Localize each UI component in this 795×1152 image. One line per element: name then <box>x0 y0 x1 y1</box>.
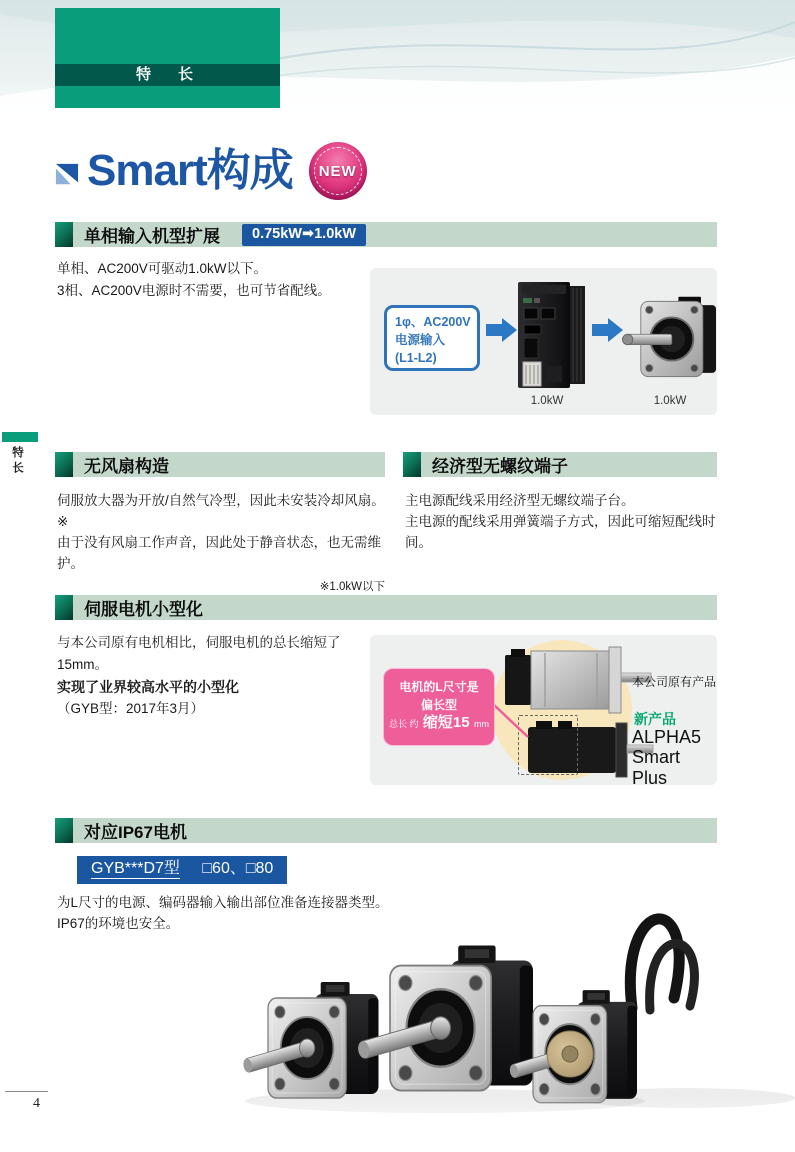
arrow-right-icon <box>486 324 502 336</box>
section-fanless-title: 无风扇构造 <box>84 457 169 476</box>
body-line: 与本公司原有电机相比，伺服电机的总长缩短了 <box>57 635 341 650</box>
footnote: ※1.0kW以下 <box>319 581 385 593</box>
body-line: 15mm。 <box>57 657 109 672</box>
body-line: （GYB型：2017年3月） <box>57 701 205 716</box>
callout-line: 偏长型 <box>420 698 457 712</box>
product-name-line2: Smart Plus <box>632 747 681 788</box>
section-ip67-header <box>55 818 717 843</box>
section-screwless-body <box>405 490 719 553</box>
section-fanless-body <box>57 490 387 598</box>
power-input-callout <box>384 305 480 371</box>
model-sizes: □60、□80 <box>202 860 274 877</box>
section-single-phase-body <box>57 258 331 302</box>
callout-line: 电机的L尺寸是 <box>399 680 479 694</box>
body-line: 主电源的配线采用弹簧端子方式，因此可缩短配线时 <box>405 514 716 529</box>
new-badge-label: NEW <box>318 162 357 180</box>
body-line: 3相、AC200V电源时不需要，也可节省配线。 <box>57 283 331 298</box>
single-phase-figure <box>370 268 717 415</box>
callout-line: (L1-L2) <box>395 351 437 365</box>
callout-line: 1φ、AC200V <box>395 315 471 329</box>
side-tab-bar <box>2 432 38 442</box>
body-line: 由于没有风扇工作声音，因此处于静音状态，也无需维 <box>57 535 381 550</box>
page-title-row <box>55 140 367 202</box>
body-line: 护。 <box>57 556 84 571</box>
body-line: 单相、AC200V可驱动1.0kW以下。 <box>57 261 268 276</box>
callout-line <box>384 714 494 733</box>
servo-amplifier-image <box>516 278 588 392</box>
callout-small-text: 总长 约 <box>388 719 419 729</box>
body-line: IP67的环境也安全。 <box>57 916 180 931</box>
section-mini-header <box>55 595 717 620</box>
section-single-phase-title: 单相输入机型扩展 <box>84 227 220 246</box>
callout-small-text: mm <box>474 719 490 729</box>
callout-line: 电源输入 <box>395 333 446 347</box>
kw-range-badge: 0.75kW➡1.0kW <box>242 224 366 246</box>
section-screwless-header <box>403 452 717 477</box>
features-tab-block <box>55 8 280 108</box>
callout-connector-line <box>488 693 536 745</box>
section-single-phase-header <box>55 222 717 247</box>
side-tab-label: 特长 <box>11 446 23 477</box>
body-line: 间。 <box>405 535 432 550</box>
footer-rule <box>5 1091 48 1092</box>
body-line-bold: 实现了业界较高水平的小型化 <box>57 679 239 695</box>
motor-power-label: 1.0kW <box>653 395 687 407</box>
section-ip67-title: 对应IP67电机 <box>84 823 187 842</box>
product-name-line1: ALPHA5 <box>632 727 702 747</box>
ip67-motors-photo <box>230 858 795 1152</box>
section-mini-body <box>57 632 367 720</box>
section-fanless-header <box>55 452 385 477</box>
model-number: GYB***D7型 <box>91 860 180 877</box>
new-badge <box>309 142 367 200</box>
section-mini-title: 伺服电机小型化 <box>84 600 203 619</box>
callout-big-text: 缩短15 <box>422 714 470 731</box>
new-product-tag: 新产品 <box>634 711 676 727</box>
body-line: 主电源配线采用经济型无螺纹端子台。 <box>405 493 635 508</box>
page-title: Smart构成 <box>87 146 293 195</box>
section-screwless-title: 经济型无螺纹端子 <box>432 457 568 476</box>
top-banner <box>0 0 795 120</box>
blue-flag-icon <box>55 163 79 187</box>
motor-length-callout <box>383 668 495 746</box>
servo-motor-image <box>622 290 716 388</box>
page-number: 4 <box>33 1096 40 1111</box>
mini-figure <box>370 635 717 788</box>
drive-power-label: 1.0kW <box>530 395 564 407</box>
features-tab-label: 特 长 <box>55 64 280 86</box>
arrow-right-icon <box>592 324 608 336</box>
body-line: 为L尺寸的电源、编码器输入输出部位准备连接器类型。 <box>57 895 389 910</box>
old-product-label: 本公司原有产品 <box>632 675 717 689</box>
body-line: 伺服放大器为开放/自然气冷型，因此未安装冷却风扇。※ <box>57 493 385 529</box>
